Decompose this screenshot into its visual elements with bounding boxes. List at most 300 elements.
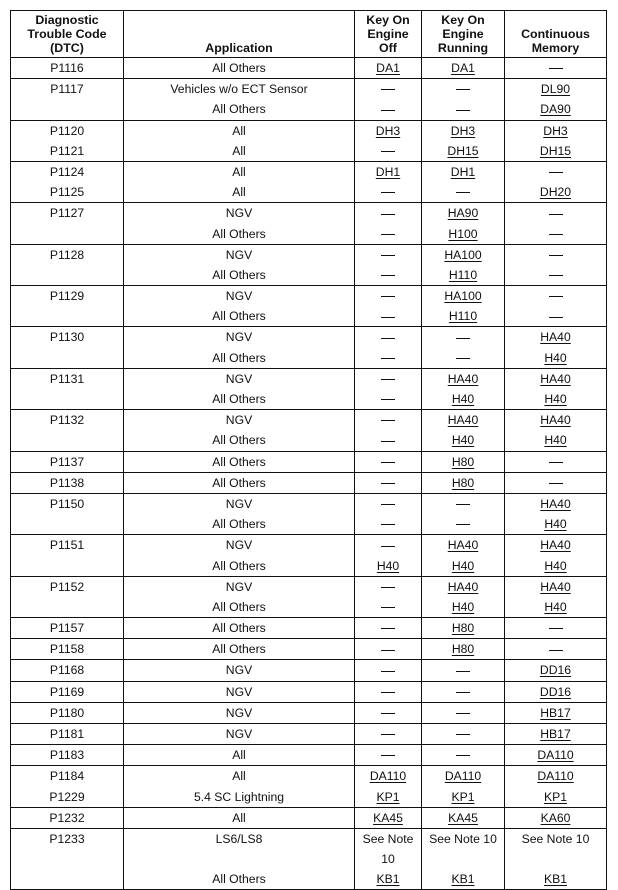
koeo-cell bbox=[355, 368, 422, 389]
continuous-memory-cell bbox=[505, 618, 607, 639]
dtc-group bbox=[11, 203, 607, 244]
dtc-code-cell-value: P1229 bbox=[49, 789, 85, 804]
koeo-cell bbox=[355, 535, 422, 556]
application-cell bbox=[124, 724, 355, 745]
continuous-memory-cell-value: H40 bbox=[544, 517, 567, 532]
application-cell bbox=[124, 224, 355, 245]
header-koer: Key On Engine Running bbox=[422, 11, 505, 58]
application-cell bbox=[124, 702, 355, 723]
koer-cell-value: H80 bbox=[451, 454, 475, 469]
koer-cell bbox=[422, 681, 505, 702]
table-row bbox=[11, 99, 607, 120]
continuous-memory-cell bbox=[505, 493, 607, 514]
continuous-memory-cell bbox=[505, 141, 607, 162]
application-cell-value: All Others bbox=[212, 621, 266, 636]
dash-mark bbox=[381, 399, 395, 400]
dtc-code-cell bbox=[11, 745, 124, 766]
continuous-memory-cell-value: HA40 bbox=[540, 371, 571, 386]
dtc-code-cell-value: P1121 bbox=[49, 143, 85, 158]
dtc-code-cell-value: P1128 bbox=[49, 247, 85, 262]
dash-mark bbox=[381, 734, 395, 735]
continuous-memory-cell-value: DD16 bbox=[539, 663, 572, 678]
dtc-code-cell bbox=[11, 410, 124, 431]
application-cell bbox=[124, 807, 355, 828]
koer-cell-value: HA40 bbox=[447, 371, 479, 386]
continuous-memory-cell-value: H40 bbox=[544, 392, 567, 406]
koer-cell-value: DA110 bbox=[444, 769, 482, 784]
application-cell bbox=[124, 141, 355, 162]
koer-cell-value: HA100 bbox=[444, 247, 482, 262]
koeo-cell bbox=[355, 203, 422, 224]
table-row bbox=[11, 430, 607, 451]
dtc-group bbox=[11, 327, 607, 368]
table-row bbox=[11, 451, 607, 472]
dtc-code-cell bbox=[11, 660, 124, 681]
dtc-code-cell bbox=[11, 535, 124, 556]
koeo-cell bbox=[355, 120, 422, 141]
continuous-memory-cell-value: See Note 10 bbox=[521, 831, 590, 846]
koer-cell bbox=[422, 244, 505, 265]
koer-cell bbox=[422, 451, 505, 472]
koeo-cell bbox=[355, 514, 422, 535]
dtc-code-cell-value: P1169 bbox=[49, 684, 85, 699]
application-cell-value: NGV bbox=[225, 705, 253, 720]
continuous-memory-cell-value: DA90 bbox=[540, 102, 571, 117]
koer-cell bbox=[422, 766, 505, 787]
dash-mark bbox=[456, 734, 470, 735]
koer-cell-value: DH1 bbox=[450, 164, 476, 179]
koer-cell bbox=[422, 724, 505, 745]
application-cell-value: All bbox=[232, 164, 246, 179]
table-row bbox=[11, 535, 607, 556]
application-cell-value: All bbox=[232, 769, 246, 784]
table-row bbox=[11, 244, 607, 265]
dash-mark bbox=[381, 379, 395, 380]
koeo-cell bbox=[355, 556, 422, 577]
continuous-memory-cell bbox=[505, 639, 607, 660]
application-cell bbox=[124, 681, 355, 702]
koer-cell bbox=[422, 535, 505, 556]
koer-cell bbox=[422, 514, 505, 535]
continuous-memory-cell bbox=[505, 58, 607, 79]
table-row bbox=[11, 306, 607, 327]
application-cell-value: All bbox=[232, 123, 246, 138]
dtc-code-cell-value: P1132 bbox=[49, 413, 85, 428]
application-cell-value: NGV bbox=[225, 371, 253, 386]
table-row bbox=[11, 745, 607, 766]
dash-mark bbox=[381, 214, 395, 215]
koer-cell-value: HA40 bbox=[447, 538, 479, 553]
application-cell bbox=[124, 430, 355, 451]
application-cell-value: All Others bbox=[212, 599, 266, 614]
koeo-cell bbox=[355, 766, 422, 787]
continuous-memory-cell-value: H40 bbox=[544, 350, 567, 365]
koer-cell bbox=[422, 702, 505, 723]
koer-cell-value: H40 bbox=[451, 599, 475, 614]
dtc-code-cell bbox=[11, 618, 124, 639]
koeo-cell bbox=[355, 618, 422, 639]
koeo-cell bbox=[355, 807, 422, 828]
application-cell bbox=[124, 451, 355, 472]
continuous-memory-cell-value: HA40 bbox=[540, 579, 571, 594]
dtc-code-cell-value: P1233 bbox=[49, 831, 85, 846]
application-cell bbox=[124, 576, 355, 597]
dtc-code-cell bbox=[11, 141, 124, 162]
dtc-group bbox=[11, 807, 607, 828]
dash-mark bbox=[381, 504, 395, 505]
koer-cell bbox=[422, 389, 505, 410]
koeo-cell-value: KP1 bbox=[376, 789, 400, 804]
dtc-code-cell bbox=[11, 368, 124, 389]
koer-cell-value: H80 bbox=[451, 621, 475, 636]
dtc-code-cell bbox=[11, 99, 124, 120]
application-cell-value: All Others bbox=[212, 61, 266, 75]
dash-mark bbox=[456, 713, 470, 714]
dash-mark bbox=[381, 317, 395, 318]
continuous-memory-cell bbox=[505, 787, 607, 808]
continuous-memory-cell bbox=[505, 161, 607, 182]
dash-mark bbox=[549, 296, 563, 297]
dtc-code-cell-value: P1130 bbox=[49, 330, 85, 345]
table-row bbox=[11, 472, 607, 493]
dtc-code-cell bbox=[11, 556, 124, 577]
dtc-code-cell bbox=[11, 120, 124, 141]
continuous-memory-cell-value: HA40 bbox=[540, 538, 571, 553]
continuous-memory-cell bbox=[505, 745, 607, 766]
table-row bbox=[11, 286, 607, 307]
header-row bbox=[11, 11, 607, 58]
koer-cell-value: DH15 bbox=[447, 143, 479, 158]
dtc-code-cell bbox=[11, 639, 124, 660]
header-application: Application bbox=[124, 11, 355, 58]
dtc-code-cell bbox=[11, 182, 124, 203]
continuous-memory-cell-value: HA40 bbox=[540, 330, 571, 345]
dash-mark bbox=[456, 671, 470, 672]
dash-mark bbox=[381, 89, 395, 90]
koer-cell-value: H100 bbox=[448, 226, 478, 241]
koer-cell bbox=[422, 79, 505, 100]
dtc-code-cell bbox=[11, 327, 124, 348]
dash-mark bbox=[381, 151, 395, 152]
table-row bbox=[11, 58, 607, 79]
koer-cell-value: KA45 bbox=[448, 810, 478, 825]
dash-mark bbox=[381, 650, 395, 651]
dtc-code-cell bbox=[11, 576, 124, 597]
application-cell-value: NGV bbox=[225, 413, 253, 428]
dash-mark bbox=[456, 692, 470, 693]
continuous-memory-cell bbox=[505, 451, 607, 472]
table-row bbox=[11, 639, 607, 660]
koer-cell bbox=[422, 576, 505, 597]
koer-cell bbox=[422, 203, 505, 224]
dtc-table-page bbox=[10, 10, 607, 890]
continuous-memory-cell bbox=[505, 327, 607, 348]
application-cell-value: All bbox=[232, 748, 246, 763]
dtc-group bbox=[11, 451, 607, 472]
application-cell-value: All Others bbox=[212, 267, 266, 282]
application-cell bbox=[124, 389, 355, 410]
application-cell-value: NGV bbox=[225, 579, 253, 594]
koeo-cell bbox=[355, 286, 422, 307]
dtc-code-cell bbox=[11, 828, 124, 869]
dash-mark bbox=[381, 338, 395, 339]
table-row bbox=[11, 514, 607, 535]
table-row bbox=[11, 493, 607, 514]
dtc-code-cell-value: P1131 bbox=[49, 371, 85, 386]
koer-cell bbox=[422, 224, 505, 245]
dtc-code-cell-value: P1124 bbox=[49, 164, 85, 179]
dash-mark bbox=[381, 546, 395, 547]
koeo-cell bbox=[355, 702, 422, 723]
dtc-code-cell-value: P1137 bbox=[49, 454, 85, 469]
dtc-code-cell bbox=[11, 451, 124, 472]
dash-mark bbox=[549, 234, 563, 235]
koeo-cell bbox=[355, 244, 422, 265]
dtc-code-cell-value: P1116 bbox=[50, 61, 84, 75]
koer-cell-value: H80 bbox=[451, 475, 475, 490]
application-cell bbox=[124, 306, 355, 327]
dtc-code-cell bbox=[11, 787, 124, 808]
koer-cell bbox=[422, 745, 505, 766]
continuous-memory-cell-value: DL90 bbox=[540, 82, 571, 97]
table-row bbox=[11, 182, 607, 203]
dtc-group bbox=[11, 244, 607, 285]
application-cell-value: NGV bbox=[225, 289, 253, 304]
koeo-cell bbox=[355, 224, 422, 245]
dtc-group bbox=[11, 681, 607, 702]
dtc-code-cell-value: P1232 bbox=[49, 810, 85, 825]
table-row bbox=[11, 556, 607, 577]
table-row bbox=[11, 265, 607, 286]
continuous-memory-cell bbox=[505, 430, 607, 451]
application-cell-value: NGV bbox=[225, 206, 253, 221]
dash-mark bbox=[381, 296, 395, 297]
continuous-memory-cell-value: HB17 bbox=[540, 727, 571, 741]
application-cell bbox=[124, 514, 355, 535]
table-row bbox=[11, 724, 607, 745]
dtc-code-cell bbox=[11, 79, 124, 100]
dash-mark bbox=[381, 671, 395, 672]
continuous-memory-cell bbox=[505, 306, 607, 327]
koer-cell bbox=[422, 141, 505, 162]
koeo-cell bbox=[355, 58, 422, 79]
dash-mark bbox=[456, 504, 470, 505]
application-cell-value: NGV bbox=[225, 538, 253, 553]
application-cell bbox=[124, 410, 355, 431]
application-cell-value: NGV bbox=[225, 496, 253, 511]
dash-mark bbox=[456, 524, 470, 525]
continuous-memory-cell-value: H40 bbox=[544, 433, 567, 448]
table-row bbox=[11, 327, 607, 348]
application-cell bbox=[124, 745, 355, 766]
koer-cell bbox=[422, 410, 505, 431]
dtc-code-cell bbox=[11, 472, 124, 493]
continuous-memory-cell-value: DH15 bbox=[539, 143, 572, 158]
table-row bbox=[11, 368, 607, 389]
dtc-code-cell bbox=[11, 869, 124, 890]
application-cell-value: All Others bbox=[212, 558, 266, 573]
dash-mark bbox=[549, 275, 563, 276]
dtc-code-cell bbox=[11, 597, 124, 618]
koeo-cell bbox=[355, 451, 422, 472]
application-cell-value: All Others bbox=[212, 433, 266, 448]
table-row bbox=[11, 120, 607, 141]
koer-cell-value: HA40 bbox=[447, 413, 479, 428]
koeo-cell bbox=[355, 681, 422, 702]
application-cell bbox=[124, 161, 355, 182]
dash-mark bbox=[456, 338, 470, 339]
dash-mark bbox=[549, 68, 563, 69]
dtc-group bbox=[11, 120, 607, 161]
koeo-cell bbox=[355, 745, 422, 766]
header-koeo: Key On Engine Off bbox=[355, 11, 422, 58]
koeo-cell-value: DH1 bbox=[375, 164, 401, 179]
application-cell-value: All Others bbox=[212, 475, 266, 490]
dash-mark bbox=[381, 462, 395, 463]
dash-mark bbox=[549, 172, 563, 173]
application-cell bbox=[124, 618, 355, 639]
dtc-group bbox=[11, 410, 607, 451]
dtc-code-cell bbox=[11, 807, 124, 828]
application-cell-value: All Others bbox=[212, 454, 266, 469]
table-row bbox=[11, 869, 607, 890]
continuous-memory-cell bbox=[505, 597, 607, 618]
koeo-cell-value: H40 bbox=[376, 558, 400, 573]
dtc-code-cell bbox=[11, 161, 124, 182]
koer-cell bbox=[422, 120, 505, 141]
koer-cell bbox=[422, 327, 505, 348]
continuous-memory-cell-value: KB1 bbox=[543, 871, 568, 886]
dtc-code-cell-value: P1180 bbox=[49, 705, 85, 720]
koeo-cell bbox=[355, 660, 422, 681]
continuous-memory-cell bbox=[505, 265, 607, 286]
dtc-group bbox=[11, 745, 607, 766]
dtc-group bbox=[11, 618, 607, 639]
table-row bbox=[11, 787, 607, 808]
koeo-cell bbox=[355, 430, 422, 451]
application-cell-value: All bbox=[232, 143, 246, 158]
continuous-memory-cell bbox=[505, 556, 607, 577]
continuous-memory-cell bbox=[505, 120, 607, 141]
continuous-memory-cell bbox=[505, 869, 607, 890]
application-cell bbox=[124, 327, 355, 348]
koer-cell bbox=[422, 493, 505, 514]
koer-cell-value: HA90 bbox=[447, 206, 479, 221]
application-cell-value: NGV bbox=[225, 727, 253, 741]
application-cell-value: All Others bbox=[212, 871, 266, 886]
application-cell bbox=[124, 286, 355, 307]
continuous-memory-cell bbox=[505, 244, 607, 265]
application-cell-value: All Others bbox=[212, 392, 266, 406]
application-cell-value: All Others bbox=[212, 517, 266, 532]
continuous-memory-cell bbox=[505, 724, 607, 745]
dash-mark bbox=[381, 420, 395, 421]
dtc-code-cell-value: P1117 bbox=[50, 82, 84, 97]
dash-mark bbox=[456, 192, 470, 193]
table-row bbox=[11, 618, 607, 639]
koer-cell-value: H80 bbox=[451, 642, 475, 657]
koer-cell-value: See Note 10 bbox=[429, 831, 497, 846]
koeo-cell bbox=[355, 828, 422, 869]
table-row bbox=[11, 702, 607, 723]
dash-mark bbox=[381, 358, 395, 359]
koer-cell bbox=[422, 182, 505, 203]
dtc-code-cell-value: P1157 bbox=[49, 621, 85, 636]
dtc-group bbox=[11, 161, 607, 202]
dash-mark bbox=[456, 755, 470, 756]
koer-cell bbox=[422, 58, 505, 79]
application-cell-value: LS6/LS8 bbox=[215, 831, 263, 846]
koer-cell-value: H110 bbox=[448, 267, 478, 282]
dash-mark bbox=[549, 650, 563, 651]
dtc-code-cell bbox=[11, 203, 124, 224]
continuous-memory-cell bbox=[505, 389, 607, 410]
dtc-code-cell-value: P1138 bbox=[49, 475, 85, 490]
koer-cell bbox=[422, 99, 505, 120]
application-cell-value: NGV bbox=[225, 330, 253, 345]
continuous-memory-cell bbox=[505, 681, 607, 702]
koer-cell bbox=[422, 472, 505, 493]
continuous-memory-cell-value: DH20 bbox=[539, 185, 572, 200]
koeo-cell bbox=[355, 493, 422, 514]
table-row bbox=[11, 807, 607, 828]
continuous-memory-cell-value: DH3 bbox=[543, 123, 568, 138]
koeo-cell-value: See Note 10 bbox=[362, 831, 414, 866]
dtc-group bbox=[11, 702, 607, 723]
koeo-cell bbox=[355, 306, 422, 327]
dash-mark bbox=[549, 483, 563, 484]
dash-mark bbox=[381, 441, 395, 442]
koer-cell-value: H40 bbox=[451, 558, 475, 573]
application-cell bbox=[124, 556, 355, 577]
dtc-code-cell bbox=[11, 514, 124, 535]
dtc-code-cell-value: P1120 bbox=[49, 123, 85, 138]
application-cell bbox=[124, 368, 355, 389]
continuous-memory-cell bbox=[505, 286, 607, 307]
table-row bbox=[11, 203, 607, 224]
table-row bbox=[11, 828, 607, 869]
dtc-code-cell bbox=[11, 244, 124, 265]
dash-mark bbox=[381, 607, 395, 608]
table-row bbox=[11, 348, 607, 369]
dtc-code-cell-value: P1127 bbox=[49, 206, 85, 221]
koer-cell-value: DA1 bbox=[451, 61, 475, 75]
koer-cell bbox=[422, 368, 505, 389]
dash-mark bbox=[381, 713, 395, 714]
table-row bbox=[11, 389, 607, 410]
koer-cell-value: KP1 bbox=[451, 789, 475, 804]
application-cell bbox=[124, 493, 355, 514]
table-row bbox=[11, 660, 607, 681]
koeo-cell bbox=[355, 410, 422, 431]
koer-cell bbox=[422, 639, 505, 660]
continuous-memory-cell-value: HA40 bbox=[540, 496, 571, 511]
koeo-cell bbox=[355, 597, 422, 618]
koeo-cell-value: KB1 bbox=[376, 871, 400, 886]
koeo-cell-value: DA110 bbox=[369, 769, 407, 784]
koer-cell-value: H40 bbox=[451, 392, 475, 406]
continuous-memory-cell bbox=[505, 766, 607, 787]
application-cell bbox=[124, 660, 355, 681]
dash-mark bbox=[549, 317, 563, 318]
koeo-cell bbox=[355, 724, 422, 745]
koeo-cell bbox=[355, 472, 422, 493]
application-cell bbox=[124, 348, 355, 369]
dash-mark bbox=[456, 110, 470, 111]
application-cell bbox=[124, 182, 355, 203]
continuous-memory-cell bbox=[505, 828, 607, 869]
dash-mark bbox=[381, 192, 395, 193]
